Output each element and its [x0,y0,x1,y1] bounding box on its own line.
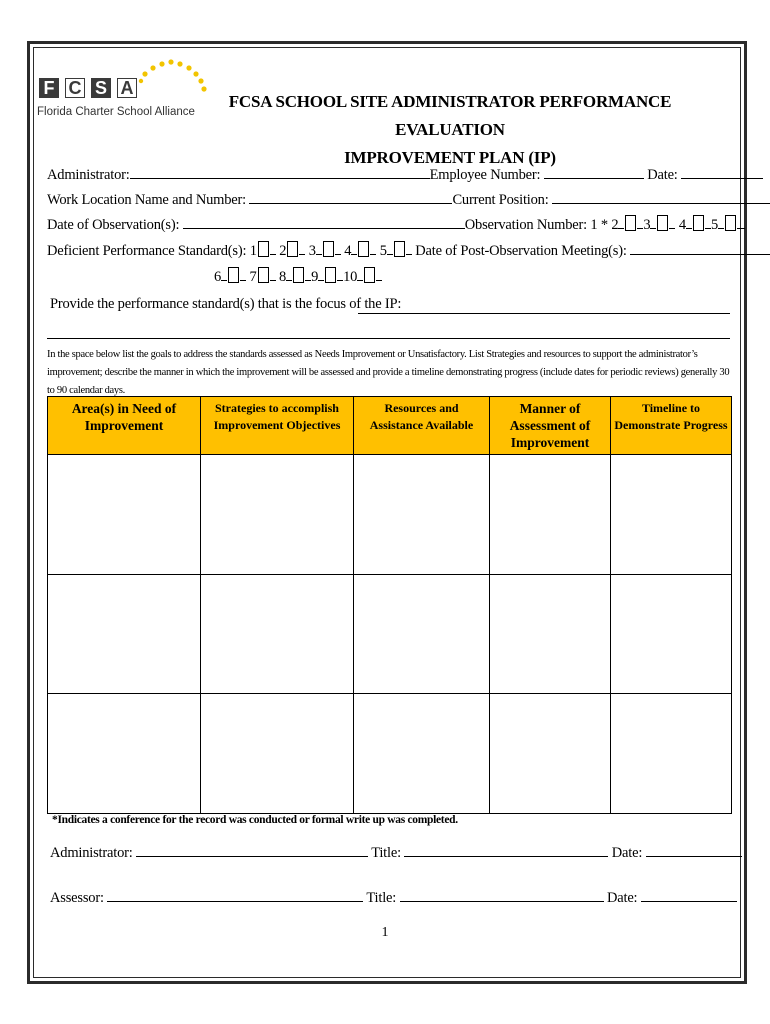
title-line-2: IMPROVEMENT PLAN (IP) [344,148,556,167]
date-observation-field[interactable] [183,214,465,229]
table-cell[interactable] [201,574,354,694]
standard-9-checkbox[interactable] [325,267,336,283]
row-focus [50,296,401,313]
date-post-field[interactable] [630,240,770,255]
table-cell[interactable] [354,694,490,814]
current-position-field[interactable] [552,189,770,204]
table-cell[interactable] [611,694,732,814]
std-5-label: 5 [379,243,387,259]
work-location-label: Work Location Name and Number: [47,192,246,208]
obs-5-label: 5 [710,217,719,233]
standard-6-checkbox[interactable] [228,267,239,283]
row-administrator [47,164,763,184]
standard-2-checkbox[interactable] [287,241,298,257]
std-7-label: 7 [249,269,257,285]
focus-label: Provide the performance standard(s) that is the focus of the IP: [50,296,402,312]
logo-letter: A [117,78,137,98]
table-cell[interactable] [201,455,354,575]
focus-field[interactable] [358,313,730,314]
logo-letter: C [65,78,85,98]
standard-3-checkbox[interactable] [323,241,334,257]
std-9-label: 9 [311,269,319,285]
table-cell[interactable] [611,574,732,694]
header-strategies: Strategies to accomplish Improvement Objectives [201,397,354,455]
sig-administrator-field[interactable] [136,842,368,857]
header-assessment: Manner of Assessment of Improvement [490,397,611,455]
date-post-label: Date of Post-Observation Meeting(s): [415,243,627,259]
row-deficient-standards [47,240,770,260]
logo-letter: S [91,78,111,98]
focus-field-continuation[interactable] [47,338,730,339]
row-standards-6-10 [214,266,382,286]
std-3-label: 3 [308,243,316,259]
header-timeline: Timeline to Demonstrate Progress [611,397,732,455]
std-4-label: 4 [344,243,352,259]
table-cell[interactable] [490,574,611,694]
administrator-label: Administrator: [47,167,130,183]
date-field[interactable] [681,164,763,179]
title-line-1: FCSA SCHOOL SITE ADMINISTRATOR PERFORMANCE EVALUATION [228,92,672,139]
date-observation-label: Date of Observation(s): [47,217,180,233]
work-location-field[interactable] [249,189,452,204]
std-8-label: 8 [279,269,287,285]
employee-number-label: Employee Number: [429,167,541,183]
sig-assessor-date-field[interactable] [641,887,737,902]
sig-date-label: Date: [611,845,643,861]
sig-date-label: Date: [606,890,638,906]
sig-assessor-label: Assessor: [50,890,104,906]
administrator-field[interactable] [130,164,430,179]
table-cell[interactable] [201,694,354,814]
row-administrator-signature [50,842,742,862]
document-title [200,88,700,172]
sig-title-label: Title: [371,845,401,861]
standard-1-checkbox[interactable] [258,241,269,257]
standard-4-checkbox[interactable] [358,241,369,257]
table-cell[interactable] [490,455,611,575]
observation-3-checkbox[interactable] [657,215,668,231]
sig-administrator-date-field[interactable] [646,842,742,857]
table-row [48,574,732,694]
date-label: Date: [647,167,678,183]
row-observation [47,214,745,234]
std-10-label: 10 [343,269,358,285]
standard-10-checkbox[interactable] [364,267,375,283]
table-cell[interactable] [354,455,490,575]
header-areas: Area(s) in Need of Improvement [48,397,201,455]
improvement-plan-table [47,396,732,814]
deficient-label: Deficient Performance Standard(s): 1 [47,243,257,259]
standard-5-checkbox[interactable] [394,241,405,257]
sig-assessor-field[interactable] [107,887,363,902]
fcsa-logo [33,58,213,128]
logo-letter: F [39,78,59,98]
instructions-text: In the space below list the goals to address the standards assessed as Needs Improvement or Unsatisfactory. List Strategies and resources to support the administrator’s improvement; describe the manner in which the improvement will be assessed and provide a timeline demonstrating progress (include dates for periodic reviews) generally 30 to 90 calendar days. [47,349,730,396]
logo-subtitle: Florida Charter School Alliance [37,106,195,118]
observation-number-label: Observation Number: 1 * 2 [464,217,619,233]
table-cell[interactable] [48,694,201,814]
current-position-label: Current Position: [452,192,549,208]
row-assessor-signature [50,887,737,907]
table-row [48,455,732,575]
header-resources: Resources and Assistance Available [354,397,490,455]
table-cell[interactable] [611,455,732,575]
obs-3-label: 3 [643,217,651,233]
table-cell[interactable] [48,455,201,575]
observation-2-checkbox[interactable] [625,215,636,231]
sig-administrator-label: Administrator: [50,845,133,861]
standard-7-checkbox[interactable] [258,267,269,283]
obs-4-label: 4 [678,217,686,233]
table-row [48,694,732,814]
std-2-label: 2 [279,243,287,259]
observation-5-checkbox[interactable] [725,215,736,231]
sig-assessor-title-field[interactable] [400,887,604,902]
table-cell[interactable] [48,574,201,694]
table-cell[interactable] [354,574,490,694]
observation-4-checkbox[interactable] [693,215,704,231]
sig-title-label: Title: [366,890,397,906]
row-work-location [47,189,770,209]
employee-number-field[interactable] [544,164,644,179]
standard-8-checkbox[interactable] [293,267,304,283]
page-number: 1 [381,925,389,940]
sig-administrator-title-field[interactable] [404,842,608,857]
std-6-label: 6 [214,269,222,285]
footnote: *Indicates a conference for the record was conducted or formal write up was completed. [52,814,458,826]
table-cell[interactable] [490,694,611,814]
